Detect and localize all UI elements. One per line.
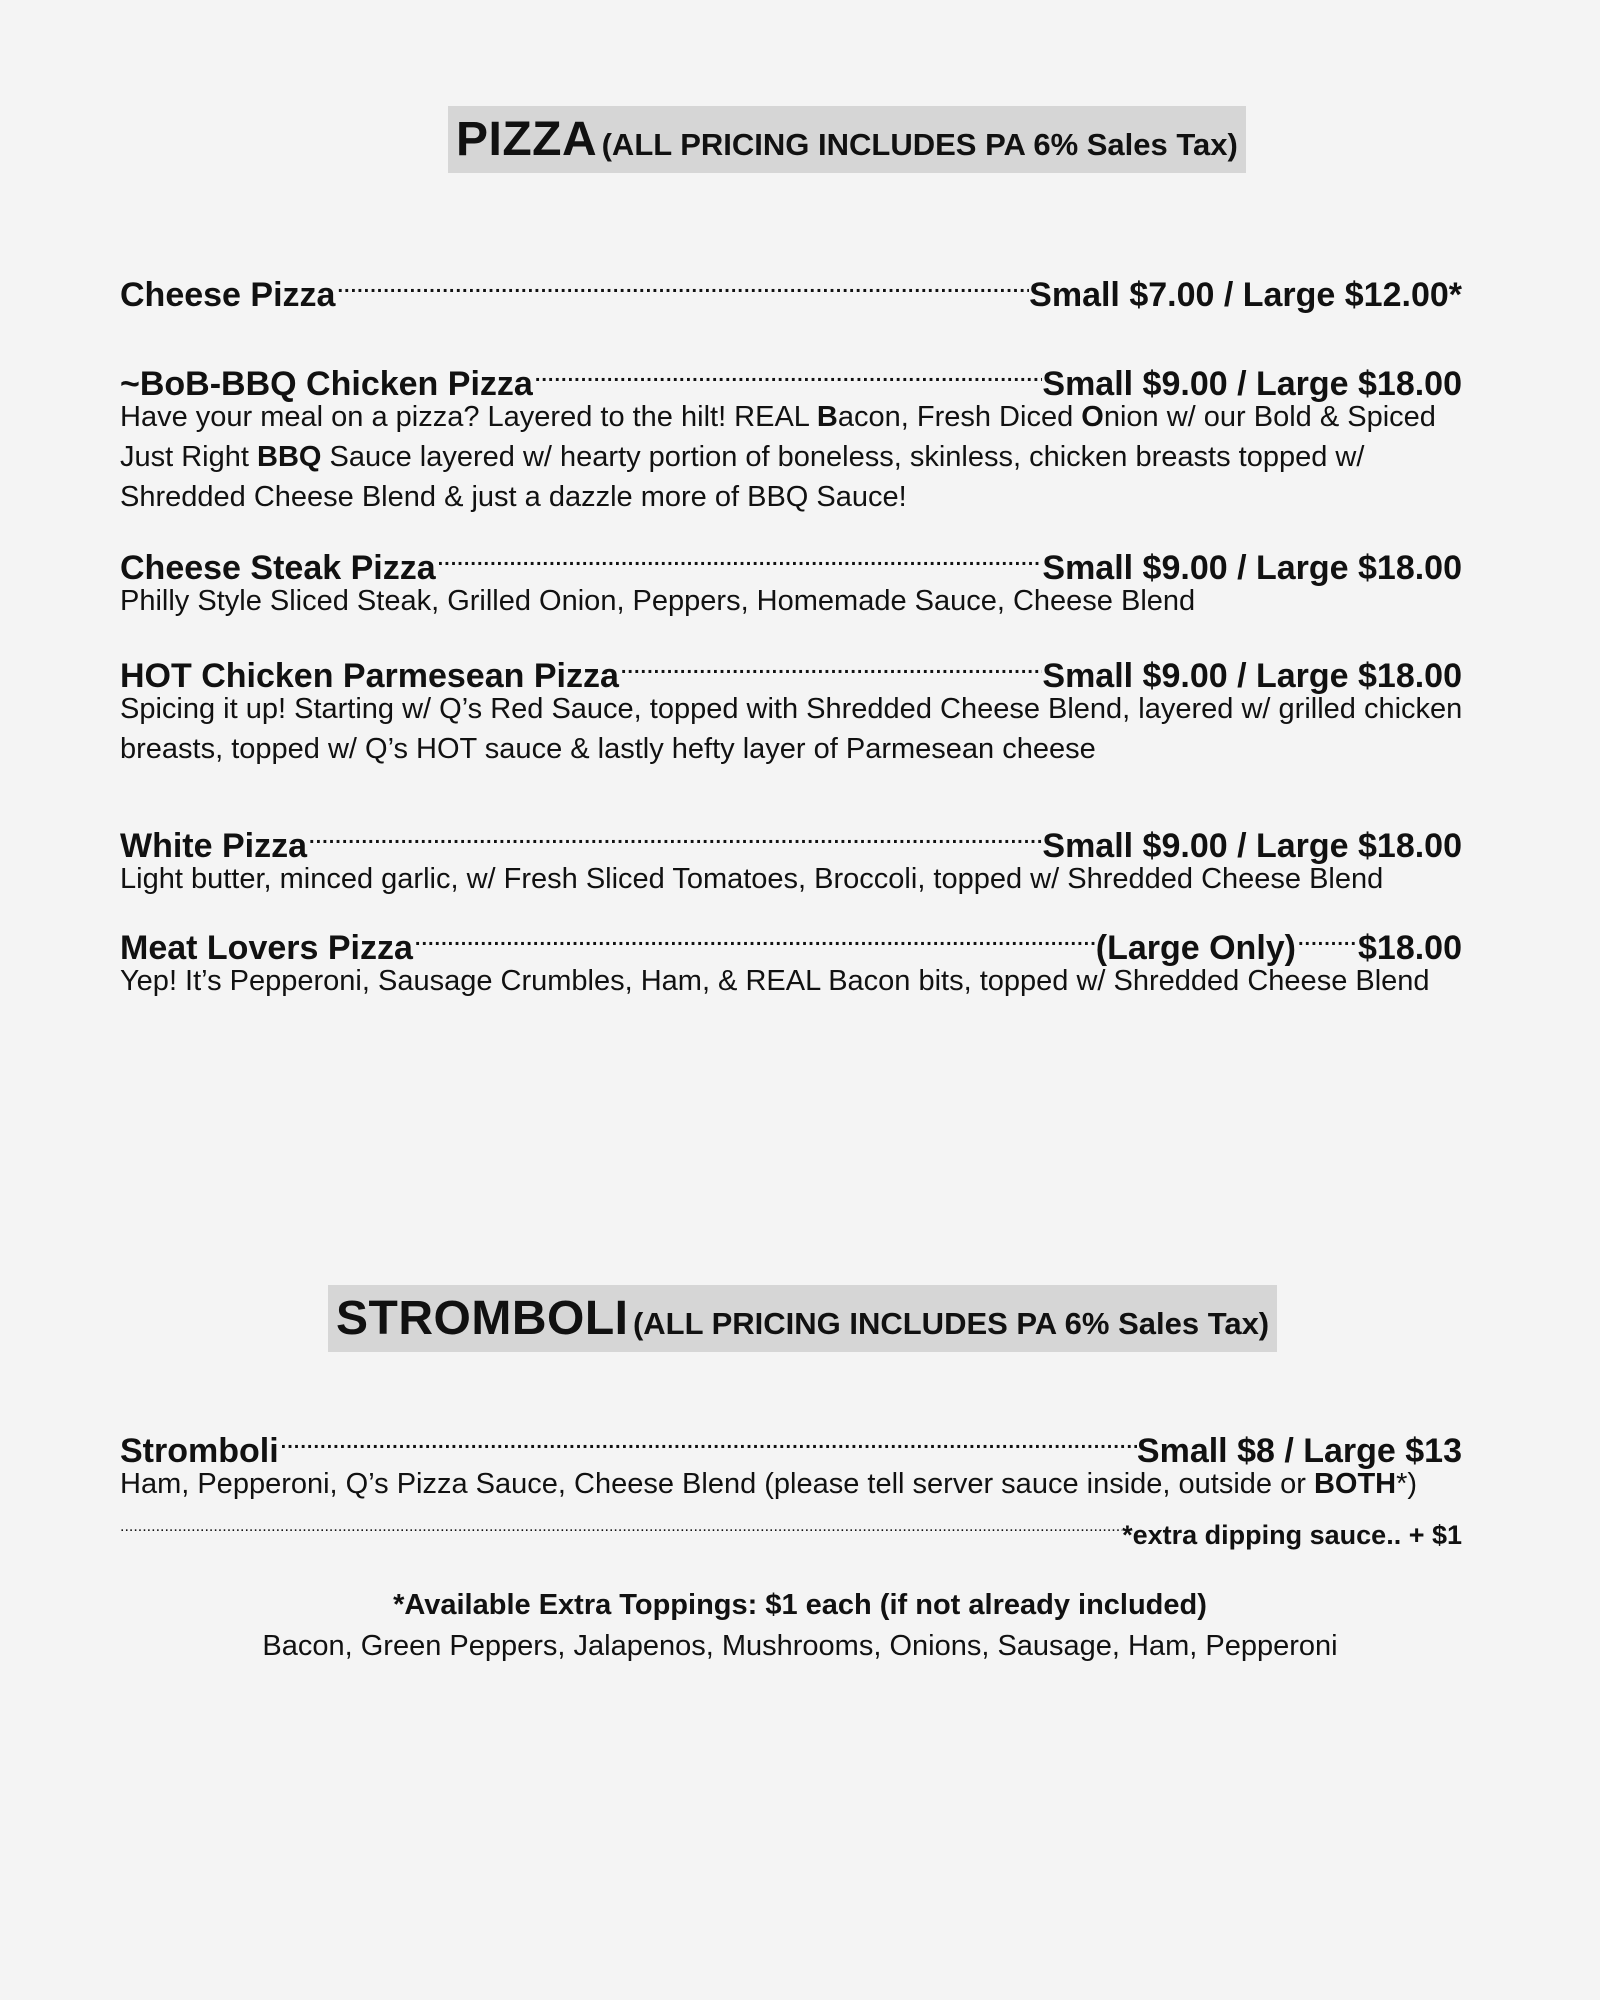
menu-item-price: Small $7.00 / Large $12.00* [1029,276,1462,314]
menu-item-header [120,351,1462,403]
description-text: Sauce layered w/ hearty portion of boneless, skinless, chicken breasts topped w/ Shredded Cheese Blend & just a dazzle more of BBQ Sauce! [120,441,1365,513]
menu-item-name: White Pizza [120,827,308,865]
menu-item-description: Philly Style Sliced Steak, Grilled Onion, Peppers, Homemade Sauce, Cheese Blend [120,585,1196,617]
menu-item-cheese-pizza [120,262,1480,314]
menu-item-price: Small $9.00 / Large $18.00 [1042,827,1462,865]
dot-leader [413,915,1096,959]
menu-item-stromboli [120,1418,1480,1550]
menu-item-qualifier: (Large Only) [1095,929,1296,967]
extra-toppings-title: *Available Extra Toppings: $1 each (if not already included) [393,1589,1207,1621]
menu-item-description [120,397,1480,517]
menu-item-name: ~BoB-BBQ Chicken Pizza [120,365,533,403]
description-text: Ham, Pepperoni, Q’s Pizza Sauce, Cheese Blend (please tell server sauce inside, outside or [120,1468,1314,1500]
menu-item-header [120,262,1462,314]
menu-item-description: Light butter, minced garlic, w/ Fresh Sliced Tomatoes, Broccoli, topped w/ Shredded Cheese Blend [120,863,1384,895]
stromboli-section-subtitle: (ALL PRICING INCLUDES PA 6% Sales Tax) [632,1306,1270,1341]
menu-item-price: Small $9.00 / Large $18.00 [1042,365,1462,403]
description-text: acon, Fresh Diced [837,401,1082,433]
pizza-section-title: PIZZA [456,113,598,166]
description-bold: BOTH [1313,1468,1397,1500]
menu-item-header [120,643,1462,695]
dot-leader [307,813,1042,857]
dot-leader [1296,915,1358,959]
dot-leader [436,535,1043,579]
menu-item-meat-lovers-pizza [120,915,1480,1001]
menu-item-name: Stromboli [120,1432,279,1470]
extra-toppings-list: Bacon, Green Peppers, Jalapenos, Mushrooms, Onions, Sausage, Ham, Pepperoni [262,1630,1338,1662]
menu-page [120,0,1480,2000]
menu-item-header [120,535,1462,587]
dot-leader [120,1504,1122,1544]
description-text: *) [1396,1468,1418,1500]
menu-item-description [120,1464,1480,1504]
menu-item-bbq-chicken-pizza [120,351,1480,517]
menu-item-price: Small $9.00 / Large $18.00 [1042,549,1462,587]
menu-item-white-pizza [120,813,1480,899]
extra-sauce-line [120,1504,1462,1550]
stromboli-section-heading [328,1285,1277,1352]
menu-item-header [120,813,1462,865]
menu-item-description: Yep! It’s Pepperoni, Sausage Crumbles, Ham, & REAL Bacon bits, topped w/ Shredded Cheese Blend [120,965,1430,997]
menu-item-name: Meat Lovers Pizza [120,929,413,967]
menu-item-price: $18.00 [1358,929,1462,967]
menu-item-name: HOT Chicken Parmesean Pizza [120,657,619,695]
pizza-section-heading [448,106,1246,173]
dot-leader [279,1418,1137,1462]
pizza-section-subtitle: (ALL PRICING INCLUDES PA 6% Sales Tax) [601,127,1238,162]
extra-toppings [120,1585,1480,1667]
description-text: Have your meal on a pizza? Layered to the hilt! REAL [120,401,817,433]
menu-item-description: Spicing it up! Starting w/ Q’s Red Sauce, topped with Shredded Cheese Blend, layered w/ grilled chicken breasts, topped w/ Q’s HOT sauce & lastly hefty layer of Parmesean cheese [120,693,1463,765]
menu-item-name: Cheese Steak Pizza [120,549,436,587]
dot-leader [619,643,1043,687]
description-bold: BBQ [257,441,322,473]
dot-leader [533,351,1043,395]
menu-item-hot-chicken-parmesean-pizza [120,643,1480,769]
stromboli-section-title: STROMBOLI [336,1292,629,1345]
menu-item-price: Small $9.00 / Large $18.00 [1042,657,1462,695]
menu-item-header [120,1418,1462,1470]
description-text: nion w/ our Bold & Spiced Just Right [120,401,1436,473]
menu-item-header [120,915,1462,967]
menu-item-price: Small $8 / Large $13 [1136,1432,1462,1470]
description-bold: B [816,401,838,433]
description-bold: O [1081,401,1104,433]
menu-item-name: Cheese Pizza [120,276,336,314]
extra-sauce-text: *extra dipping sauce.. + $1 [1122,1520,1462,1550]
menu-item-cheese-steak-pizza [120,535,1480,621]
dot-leader [335,262,1029,306]
